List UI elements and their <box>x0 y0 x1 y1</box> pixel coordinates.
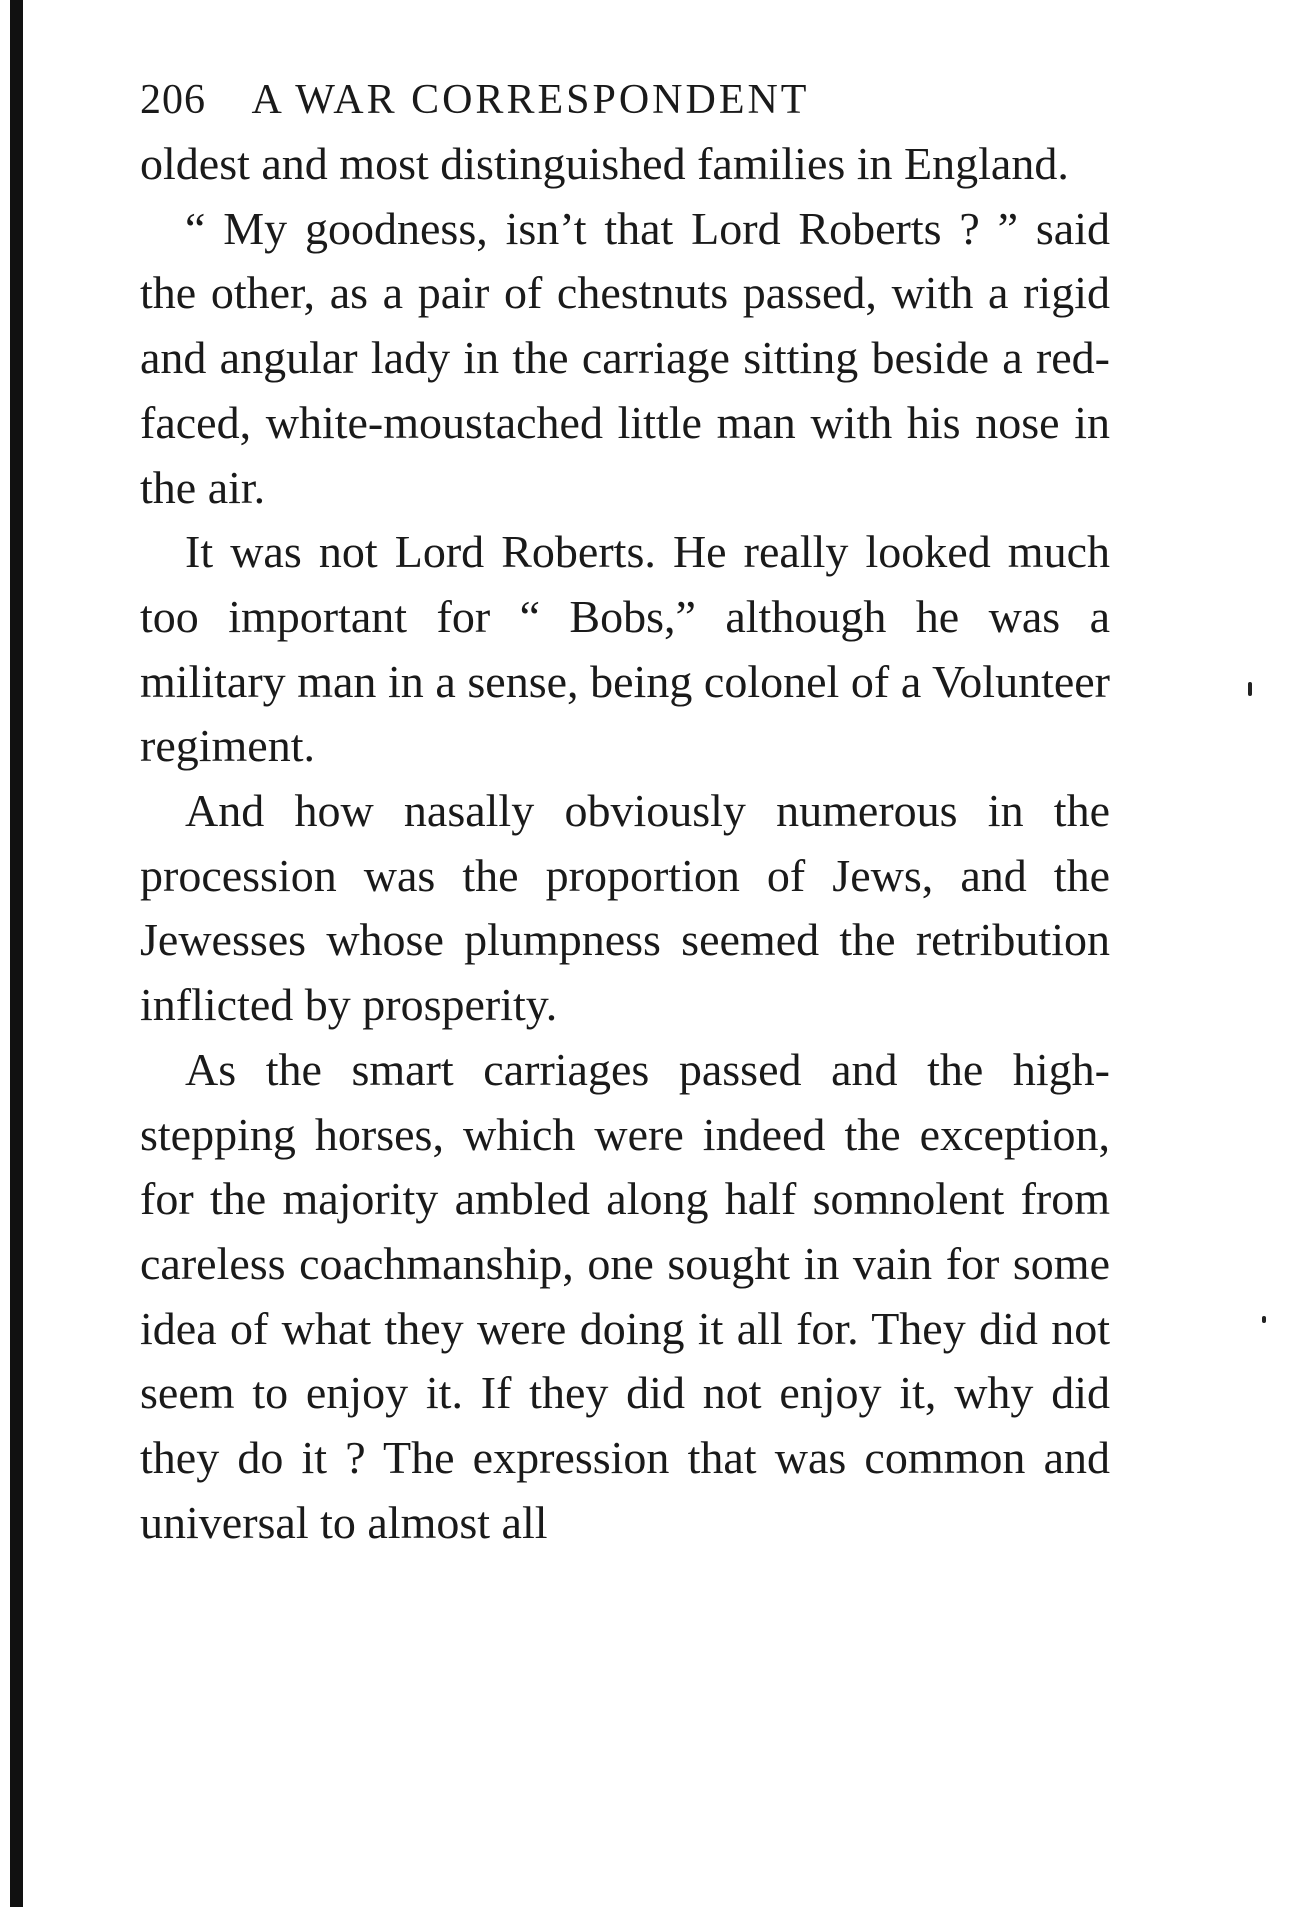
page-binding-edge <box>10 0 23 1907</box>
paragraph: oldest and most distinguished families in England. <box>140 138 1069 189</box>
scan-speck <box>1262 1316 1266 1323</box>
body-text <box>140 132 1110 1555</box>
paragraph: “ My goodness, isn’t that Lord Roberts ? ” said the other, as a pair of chestnuts passed, with a rigid and angular lady in the carriage sitting beside a red-faced, white-moustached little man with his nose in the air. <box>140 202 1110 513</box>
page-number: 206 <box>140 77 206 123</box>
paragraph: And how nasally obviously numerous in the procession was the proportion of Jews, and the Jewesses whose plumpness seemed the retribution inflicted by prosperity. <box>140 785 1110 1031</box>
paragraph: It was not Lord Roberts. He really looked much too important for “ Bobs,” although he was a military man in a sense, being colonel of a Volunteer regiment. <box>140 526 1110 772</box>
book-page <box>140 68 1110 1555</box>
page-header <box>140 68 1110 132</box>
paragraph: As the smart carriages passed and the high-stepping horses, which were indeed the exception, for the majority ambled along half somnolent from careless coachmanship, one sought in vain for some idea of what they were doing it all for. They did not seem to enjoy it. If they did not enjoy it, why did they do it ? The expression that was common and universal to almost all <box>140 1043 1110 1548</box>
running-title: A WAR CORRESPONDENT <box>251 77 810 123</box>
scan-speck <box>1248 682 1252 696</box>
